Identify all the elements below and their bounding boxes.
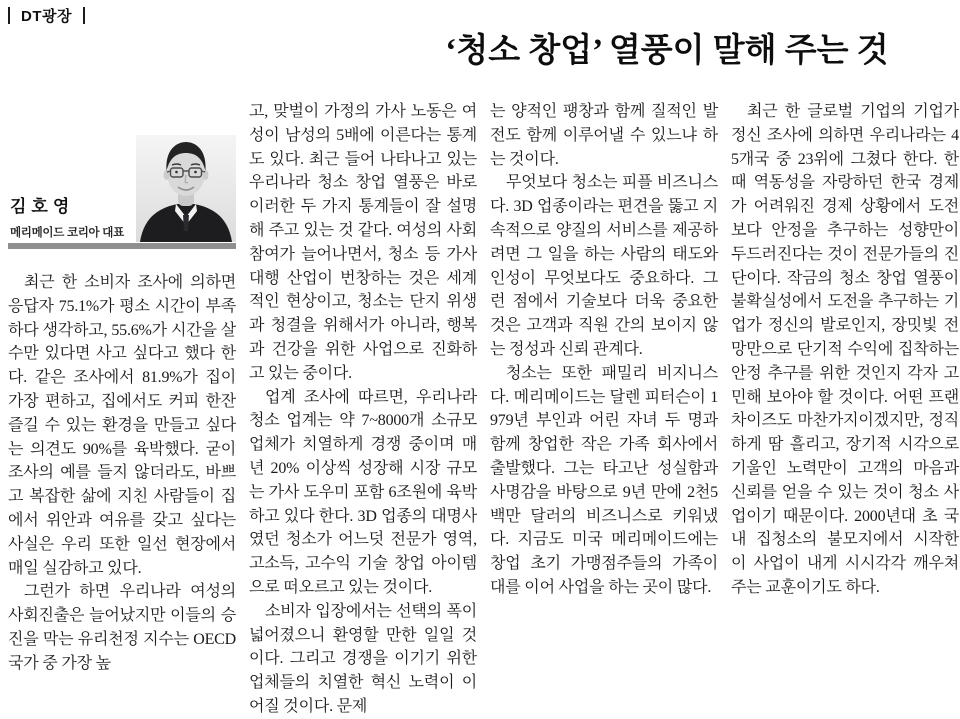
masthead-right-bar xyxy=(83,7,85,24)
column-2 xyxy=(249,100,477,719)
author-role: 메리메이드 코리아 대표 xyxy=(10,227,124,239)
byline-block xyxy=(8,100,236,242)
byline-divider xyxy=(8,243,236,249)
author-portrait-icon xyxy=(136,135,236,242)
author-photo xyxy=(136,135,236,242)
paragraph: 고, 맞벌이 가정의 가사 노동은 여성이 남성의 5배에 이른다는 통계도 있다. 최근 들어 나타나고 있는 우리나라 청소 창업 열풍은 바로 이러한 두 가지 통계들이 잘 설명해 주고 있는 것 같다. 여성의 사회 참여가 늘어나면서, 청소 등 가사 대행 산업이 번창하는 것은 세계적인 현상이고, 청소는 단지 위생과 청결을 위해서가 아니라, 행복과 건강을 위한 사업으로 진화하고 있는 중이다. xyxy=(249,103,477,382)
paragraph: 최근 한 글로벌 기업의 기업가 정신 조사에 의하면 우리나라는 45개국 중 23위에 그쳤다 한다. 한때 역동성을 자랑하던 한국 경제가 어려워진 경제 상황에서 도전보다 안정을 추구하는 성향만이 두드러진다는 것이 전문가들의 진단이다. 작금의 청소 창업 열풍이 불확실성에서 도전을 추구하는 기업가 정신의 발로인지, 장밋빛 전망만으로 단기적 수익에 집착하는 안정 추구를 위한 것인지 각자 고민해 보아야 할 것이다. 어떤 프랜차이즈도 마찬가지이겠지만, 정직하게 땀 흘리고, 장기적 시각으로 기울인 노력만이 고객의 마음과 신뢰를 얻을 수 있는 것이 청소 사업이기 때문이다. 2000년대 초 국내 집청소의 불모지에서 시작한 이 사업이 내게 시시각각 깨우쳐주는 교훈이기도 하다. xyxy=(731,103,959,596)
paragraph: 최근 한 소비자 조사에 의하면 응답자 75.1%가 평소 시간이 부족하다 생각하고, 55.6%가 시간을 살 수만 있다면 사고 싶다고 했다 한다. 같은 조사에서 81.9%가 집이 가장 편하고, 집에서도 커피 한잔 즐길 수 있는 환경을 만들고 싶다는 의견도 90%를 육박했다. 굳이 조사의 예를 들지 않더라도, 바쁘고 복잡한 삶에 지친 사람들이 집에서 위안과 여유를 갖고 싶다는 사실은 우리 또한 일선 현장에서 매일 실감하고 있다. xyxy=(8,274,236,577)
author-name: 김호영 xyxy=(10,197,75,216)
paragraph: 그런가 하면 우리나라 여성의 사회진출은 늘어났지만 이들의 승진을 막는 유리천정 지수는 OECD국가 중 가장 높 xyxy=(8,583,236,672)
masthead-left-bar xyxy=(8,7,10,24)
paragraph: 소비자 입장에서는 선택의 폭이 넓어졌으니 환영할 만한 일일 것이다. 그리고 경쟁을 이기기 위한 업체들의 치열한 혁신 노력이 이어질 것이다. 문제 xyxy=(249,602,477,715)
column-4 xyxy=(731,100,959,719)
column-1 xyxy=(8,100,236,719)
article-columns xyxy=(8,100,959,719)
section-label: DT광장 xyxy=(21,8,72,25)
column-1-text xyxy=(8,271,236,676)
paragraph: 청소는 또한 패밀리 비지니스다. 메리메이드는 달렌 피터슨이 1979년 부인과 어린 자녀 두 명과 함께 창업한 작은 가족 회사에서 출발했다. 그는 타고난 성실함과 사명감을 바탕으로 9년 만에 2천5백만 달러의 비즈니스로 키워냈다. 지금도 미국 메리메이드에는 창업 초기 가맹점주들의 가족이 대를 이어 사업을 하는 곳이 많다. xyxy=(490,364,718,596)
column-3 xyxy=(490,100,718,719)
article-headline: ‘청소 창업’ 열풍이 말해 주는 것 xyxy=(445,33,889,69)
paragraph: 는 양적인 팽창과 함께 질적인 발전도 함께 이루어낼 수 있느냐 하는 것이다. xyxy=(490,103,718,168)
paragraph: 업계 조사에 따르면, 우리나라 청소 업계는 약 7~8000개 소규모 업체가 치열하게 경쟁 중이며 매년 20% 이상씩 성장해 시장 규모는 가사 도우미 포함 6조원에 육박하고 있다 한다. 3D 업종의 대명사였던 청소가 어느덧 전문가 영역, 고소득, 고수익 기술 창업 아이템으로 떠오르고 있는 것이다. xyxy=(249,388,477,596)
masthead xyxy=(8,5,85,26)
byline-text xyxy=(10,192,124,240)
paragraph: 무엇보다 청소는 피플 비즈니스다. 3D 업종이라는 편견을 뚫고 지속적으로 양질의 서비스를 제공하려면 그 일을 하는 사람의 태도와 인성이 무엇보다도 중요하다. 그런 점에서 기술보다 더욱 중요한 것은 고객과 직원 간의 보이지 않는 정성과 신뢰 관계다. xyxy=(490,174,718,358)
